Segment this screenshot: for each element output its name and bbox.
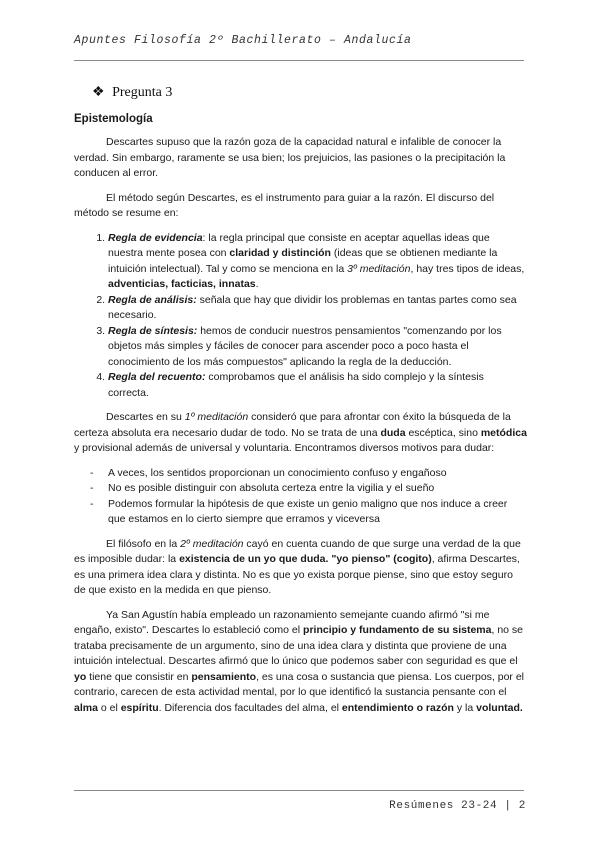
page-header: Apuntes Filosofía 2º Bachillerato – Andalucía: [74, 34, 412, 47]
page-footer: Resúmenes 23-24 | 2: [389, 800, 526, 812]
method-rules-list: [74, 231, 527, 402]
doubt-reasons-list: [74, 466, 527, 528]
list-item: - No es posible distinguir con absoluta certeza entre la vigilia y el sueño: [74, 481, 527, 497]
rule-recuento: 4. Regla del recuento: comprobamos que el análisis ha sido complejo y la síntesis correcta.: [108, 370, 527, 401]
paragraph-2: El método según Descartes, es el instrumento para guiar a la razón. El discurso del método se resume en:: [74, 191, 495, 219]
question-title: Pregunta 3: [112, 85, 173, 100]
paragraph-4: El filósofo en la 2º meditación cayó en cuenta cuando de que surge una verdad de la que es imposible dudar: la existencia de un yo que duda. "yo pienso" (cogito), afirma Descartes, es una primera idea clara y distinta. No es que yo exista porque piense, sino que estoy seguro de que existo en la medida en que pienso.: [74, 537, 521, 596]
rule-evidencia: 1. Regla de evidencia: la regla principal que consiste en aceptar aquellas ideas que nuestra mente posea con claridad y distinción (ideas que se obtienen mediante la intuición intelectual). Tal y como se menciona en la 3º meditación, hay tres tipos de ideas, adventicias, facticias, innatas.: [108, 231, 527, 293]
paragraph-3: Descartes en su 1º meditación consideró que para afrontar con éxito la búsqueda de la certeza absoluta era necesario dudar de todo. No se trata de una duda escéptica, sino metódica y provisional además de universal y voluntaria. Encontramos diversos motivos para dudar:: [74, 411, 527, 454]
document-body: [74, 84, 527, 725]
rule-analisis: 2. Regla de análisis: señala que hay que dividir los problemas en tantas partes como sea necesario.: [108, 293, 527, 324]
paragraph-1: Descartes supuso que la razón goza de la capacidad natural e infalible de conocer la verdad. Sin embargo, raramente se usa bien; los prejuicios, las pasiones o la precipitación la conducen al error.: [74, 136, 506, 179]
question-heading: [92, 84, 527, 101]
header-rule: [74, 60, 524, 61]
diamond-bullet-icon: ❖: [92, 85, 105, 100]
section-title: Epistemología: [74, 113, 153, 125]
list-item: - A veces, los sentidos proporcionan un conocimiento confuso y engañoso: [74, 466, 527, 482]
list-item: - Podemos formular la hipótesis de que existe un genio maligno que nos induce a creer que estamos en lo cierto siempre que erramos y viceversa: [74, 497, 527, 528]
paragraph-5: Ya San Agustín había empleado un razonamiento semejante cuando afirmó "si me engaño, existo". Descartes lo estableció como el principio y fundamento de su sistema, no se trataba precisamente de un argumento, sino de una idea clara y distinta que proviene de una intuición intelectual. Descartes afirmó que lo único que podemos saber con seguridad es que el yo tiene que consistir en pensamiento, es una cosa o sustancia que piensa. Los cuerpos, por el contrario, carecen de esta actividad mental, por lo que identificó la sustancia pensante con el alma o el espíritu. Diferencia dos facultades del alma, el entendimiento o razón y la voluntad.: [74, 608, 525, 714]
rule-sintesis: 3. Regla de síntesis: hemos de conducir nuestros pensamientos "comenzando por los objetos más simples y fáciles de conocer para ascender poco a poco hasta el conocimiento de los más compuestos" aplicando la regla de la deducción.: [108, 324, 527, 371]
footer-rule: [74, 790, 524, 791]
